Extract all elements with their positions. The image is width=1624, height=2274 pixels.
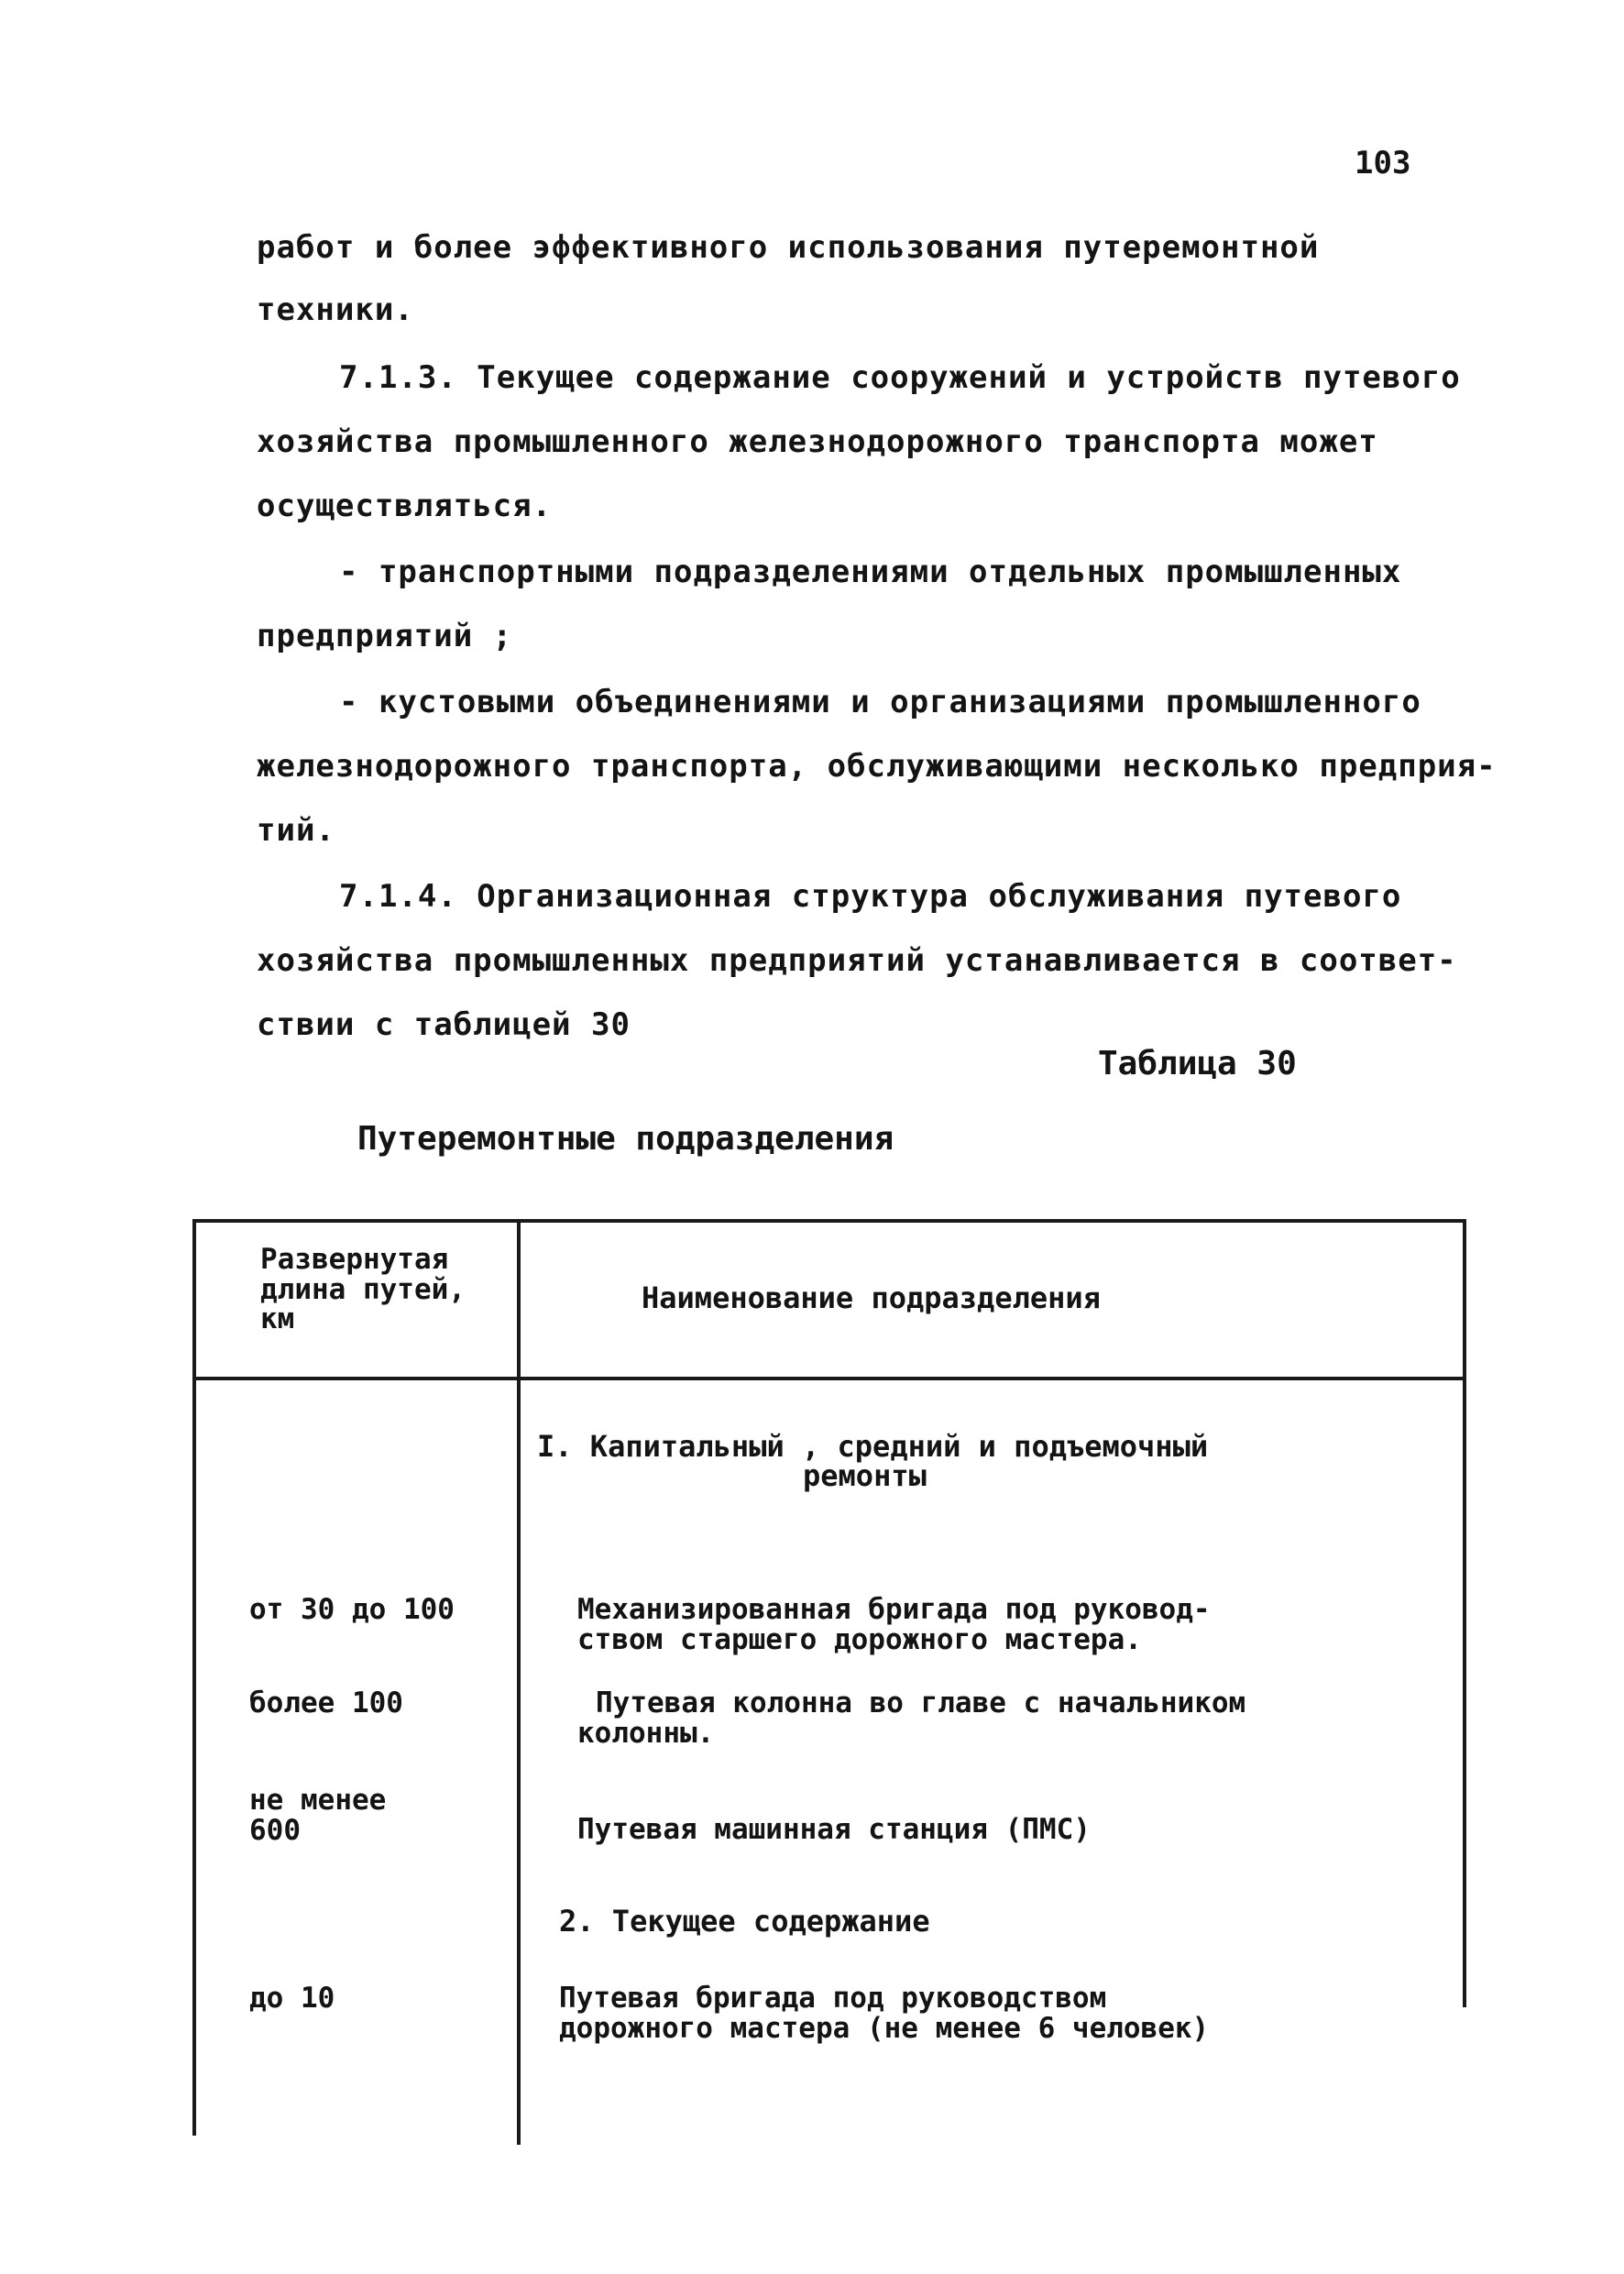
body-line: железнодорожного транспорта, обслуживающими несколько предприя- (257, 748, 1497, 785)
row-length: до 10 (249, 1982, 335, 2015)
section-1-title (537, 1429, 1209, 1493)
table-right-border (1463, 1219, 1466, 2007)
body-line: ствии с таблицей 30 (257, 1006, 631, 1043)
body-line: хозяйства промышленных предприятий устанавливается в соответ- (257, 942, 1457, 979)
row-name (559, 1983, 1209, 2043)
body-line: осуществляться. (257, 488, 553, 524)
table-header-separator (192, 1377, 1466, 1380)
row-length: от 30 до 100 (249, 1593, 455, 1626)
row-name-line: Механизированная бригада под руковод- (577, 1593, 1211, 1626)
row-length-line: 600 (249, 1813, 301, 1847)
body-line: 7.1.4. Организационная структура обслуживания путевого (339, 878, 1402, 915)
table-column-divider (517, 1219, 521, 2145)
body-line: предприятий ; (257, 618, 513, 654)
row-length: более 100 (249, 1686, 403, 1719)
header-subdivision-name: Наименование подразделения (642, 1280, 1101, 1315)
body-line: - транспортными подразделениями отдельных промышленных (339, 554, 1402, 590)
section-2-title: 2. Текущее содержание (559, 1904, 930, 1939)
body-line: работ и более эффективного использования путеремонтной (257, 229, 1320, 266)
row-name-line: колонны. (577, 1716, 715, 1750)
header-length-line: длина путей, (260, 1272, 466, 1306)
page-number: 103 (1355, 145, 1411, 181)
row-name-line: Путевая колонна во главе с начальником (596, 1686, 1246, 1719)
body-line: - кустовыми объединениями и организациями промышленного (339, 684, 1421, 720)
row-name (577, 1688, 1245, 1748)
row-name-line: ством старшего дорожного мастера. (577, 1622, 1142, 1656)
row-name (577, 1595, 1211, 1654)
body-line: тий. (257, 812, 335, 849)
header-length (260, 1245, 466, 1335)
body-line: хозяйства промышленного железнодорожного транспорта может (257, 423, 1378, 460)
row-name-line: Путевая бригада под руководством (559, 1982, 1107, 2015)
header-length-line: Развернутая (260, 1243, 449, 1276)
row-length-line: не менее (249, 1784, 387, 1817)
table-left-border (192, 1219, 196, 2136)
table-top-border (192, 1219, 1466, 1223)
header-length-line: км (260, 1302, 295, 1336)
table-caption: Таблица 30 (1098, 1045, 1297, 1082)
body-line: техники. (257, 291, 414, 328)
body-line: 7.1.3. Текущее содержание сооружений и устройств путевого (339, 359, 1461, 396)
table-title: Путеремонтные подразделения (357, 1120, 894, 1158)
subdivisions-table (192, 1219, 1466, 2145)
row-name-line: дорожного мастера (не менее 6 человек) (559, 2011, 1210, 2045)
section-1-line: I. Капитальный , средний и подъемочный (537, 1429, 1209, 1464)
row-length (249, 1785, 386, 1845)
row-name: Путевая машинная станция (ПМС) (577, 1813, 1091, 1846)
section-1-line: ремонты (803, 1458, 927, 1493)
